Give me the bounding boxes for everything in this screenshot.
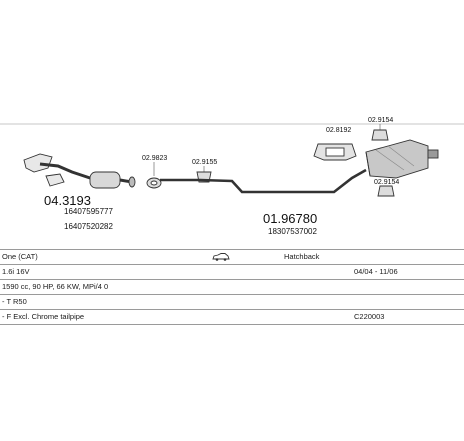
- table-cell: 1590 cc, 90 HP, 66 KW, MPi/4 0: [2, 282, 109, 291]
- hanger-part-3: [378, 186, 394, 196]
- rubber-hanger: [378, 186, 394, 196]
- clamp-hole: [151, 181, 157, 185]
- vehicle-info-table: [0, 249, 464, 325]
- front-pipe-catalyst: [24, 154, 135, 188]
- part-ref-middle: 18307537002: [268, 227, 317, 236]
- catalytic-converter: [90, 172, 120, 188]
- tailpipe: [428, 150, 438, 158]
- part-number-hanger-1: 02.9155: [192, 159, 218, 166]
- part-number-mount: 02.8192: [326, 127, 352, 134]
- bracket-opening: [326, 148, 344, 156]
- silencer-body: [366, 140, 428, 178]
- table-row: [0, 310, 464, 325]
- middle-pipe: [160, 170, 366, 192]
- part-ref-1: 16407595777: [64, 207, 113, 216]
- table-cell: - F Excl. Chrome tailpipe: [2, 312, 85, 321]
- table-cell: 04/04 - 11/06: [354, 267, 398, 276]
- part-number-hanger-2: 02.9154: [368, 117, 394, 124]
- clamp-part: [147, 162, 161, 188]
- table-row: [0, 249, 464, 265]
- part-number-front-pipe: 04.3193: [44, 193, 91, 208]
- part-ref-2: 16407520282: [64, 222, 113, 231]
- exhaust-flange: [24, 154, 52, 172]
- part-number-hanger-3: 02.9154: [374, 179, 400, 186]
- table-cell: - T R50: [2, 297, 27, 306]
- car-icon: [212, 253, 230, 261]
- middle-pipe-assembly: [160, 170, 366, 192]
- outlet-flange: [129, 177, 135, 187]
- bracket: [46, 174, 64, 186]
- table-cell: C220003: [354, 312, 385, 321]
- table-cell: One (CAT): [2, 252, 38, 261]
- part-number-clamp: 02.9823: [142, 155, 168, 162]
- hanger-part-2: [372, 124, 388, 140]
- table-row: [0, 265, 464, 280]
- mount-part: [314, 144, 356, 160]
- rear-silencer: [366, 140, 438, 178]
- table-row: [0, 295, 464, 310]
- table-cell: Hatchback: [284, 252, 320, 261]
- table-row: [0, 280, 464, 295]
- part-number-middle-pipe: 01.96780: [263, 211, 318, 226]
- table-cell: 1.6i 16V: [2, 267, 30, 276]
- rubber-hanger: [372, 130, 388, 140]
